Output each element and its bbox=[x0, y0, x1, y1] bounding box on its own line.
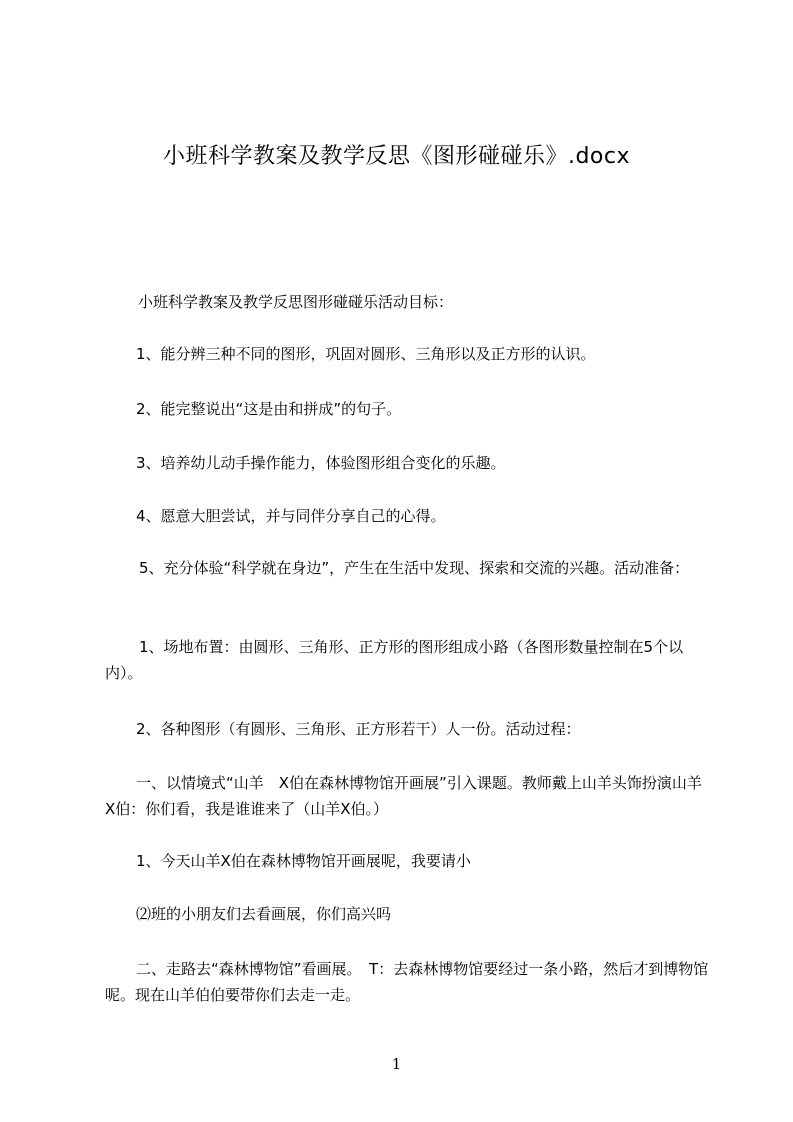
paragraph-process-1: 一、以情境式“山羊 X伯在森林博物馆开画展”引入课题。教师戴上山羊头饰扮演山羊X伯：你们看，我是谁谁来了（山羊X伯。） bbox=[105, 774, 702, 818]
paragraph-goal-1: 1、能分辨三种不同的图形，巩固对圆形、三角形以及正方形的认识。 bbox=[136, 345, 596, 363]
paragraph-prep-1: 1、场地布置：由圆形、三角形、正方形的图形组成小路（各图形数量控制在5个以内）。 bbox=[105, 638, 684, 682]
paragraph-process-1-2: ⑵班的小朋友们去看画展，你们高兴吗 bbox=[136, 905, 392, 923]
paragraph-process-2: 二、走路去“森林博物馆”看画展。 T：去森林博物馆要经过一条小路，然后才到博物馆呢。现在山羊伯伯要带你们去走一走。 bbox=[105, 960, 709, 1004]
paragraph-goal-5: 5、充分体验“科学就在身边”，产生在生活中发现、探索和交流的兴趣。活动准备： bbox=[139, 559, 690, 577]
paragraph-goal-3: 3、培养幼儿动手操作能力，体验图形组合变化的乐趣。 bbox=[136, 454, 506, 472]
paragraph-prep-2: 2、各种图形（有圆形、三角形、正方形若干）人一份。活动过程： bbox=[136, 720, 581, 738]
page-number: 1 bbox=[391, 1055, 402, 1073]
paragraph-activity-goals: 小班科学教案及教学反思图形碰碰乐活动目标： bbox=[138, 293, 454, 311]
paragraph-process-1-1: 1、今天山羊X伯在森林博物馆开画展呢，我要请小 bbox=[136, 852, 471, 870]
paragraph-goal-4: 4、愿意大胆尝试，并与同伴分享自己的心得。 bbox=[136, 507, 446, 525]
paragraph-goal-2: 2、能完整说出“这是由和拼成”的句子。 bbox=[136, 400, 402, 418]
document-title: 小班科学教案及教学反思《图形碰碰乐》.docx bbox=[162, 144, 631, 169]
